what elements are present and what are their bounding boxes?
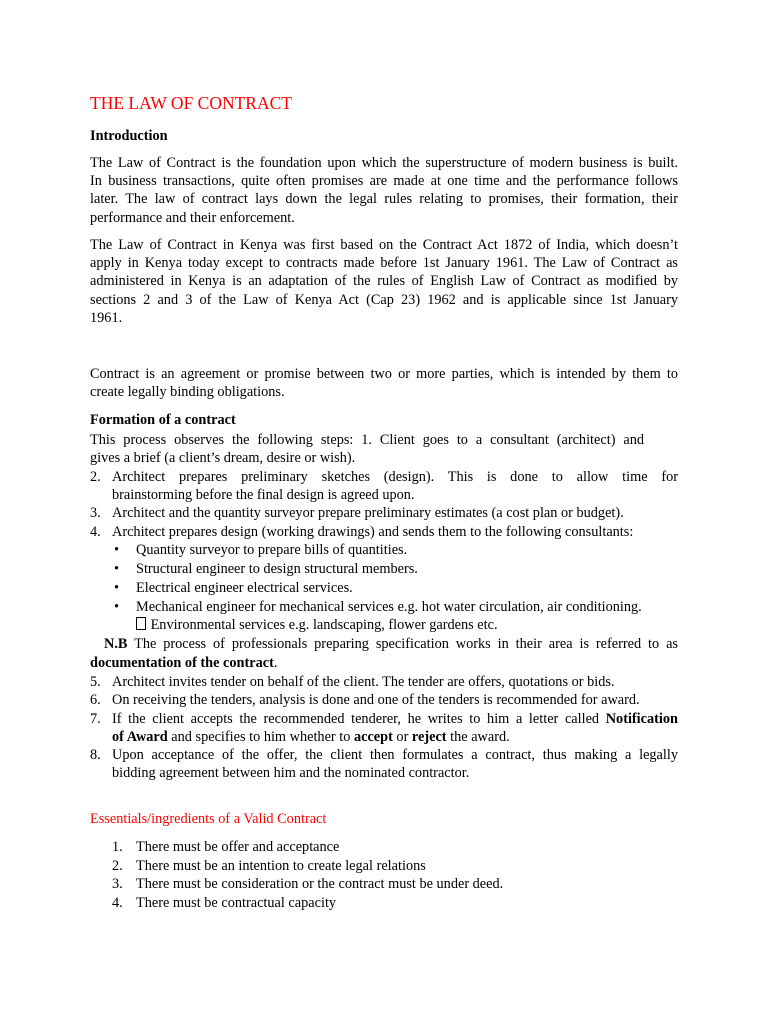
step-text: Upon acceptance of the offer, the client then formulates a contract, thus making a legally bbox=[112, 747, 678, 763]
step-number: 2. bbox=[90, 469, 101, 485]
text-line: Contract is an agreement or promise between two or more parties, which is intended by them to bbox=[90, 366, 678, 382]
step-text bbox=[112, 710, 678, 729]
nb-bold-term: documentation of the contract bbox=[90, 655, 274, 671]
item-number: 2. bbox=[112, 858, 123, 874]
list-item: There must be offer and acceptance bbox=[136, 839, 340, 855]
step-number: 3. bbox=[90, 505, 101, 521]
formation-step-6 bbox=[90, 691, 678, 710]
step-text: bidding agreement between him and the nominated contractor. bbox=[112, 765, 470, 781]
list-item: Structural engineer to design structural members. bbox=[136, 561, 418, 577]
text-segment: the award. bbox=[446, 729, 510, 745]
text-segment: or bbox=[392, 729, 412, 745]
formation-step-7 bbox=[90, 710, 678, 747]
bold-segment: Notification bbox=[605, 711, 678, 727]
text-line: Environmental services e.g. landscaping, flower gardens etc. bbox=[147, 617, 498, 633]
text-line bbox=[90, 654, 277, 673]
bold-segment: of Award bbox=[112, 729, 168, 745]
list-item: There must be contractual capacity bbox=[136, 895, 337, 911]
environmental-services-line bbox=[136, 616, 498, 635]
list-item: Mechanical engineer for mechanical services e.g. hot water circulation, air conditioning. bbox=[136, 599, 642, 615]
text-line: performance and their enforcement. bbox=[90, 210, 295, 226]
step-number: 8. bbox=[90, 747, 101, 763]
text-line: apply in Kenya today except to contracts made before 1st January 1961. The Law of Contract as bbox=[90, 255, 678, 271]
list-item: Quantity surveyor to prepare bills of quantities. bbox=[136, 542, 408, 558]
text-line: 1961. bbox=[90, 310, 123, 326]
item-number: 4. bbox=[112, 895, 123, 911]
item-number: 3. bbox=[112, 876, 123, 892]
step-text: brainstorming before the final design is agreed upon. bbox=[112, 487, 415, 503]
list-item: There must be an intention to create legal relations bbox=[136, 858, 426, 874]
text-line: This process observes the following steps: 1. Client goes to a consultant (architect) and bbox=[90, 432, 644, 448]
list-item: There must be consideration or the contract must be under deed. bbox=[136, 876, 504, 892]
bullet-icon: • bbox=[114, 542, 120, 558]
formation-step-4 bbox=[90, 523, 678, 542]
text-segment: If the client accepts the recommended tenderer, he writes to him a letter called bbox=[112, 711, 606, 727]
accept-term: accept bbox=[353, 729, 393, 745]
text-line: sections 2 and 3 of the Law of Kenya Act (Cap 23) 1962 and is applicable since 1st January bbox=[90, 292, 678, 308]
nb-text: The process of professionals preparing specification works in their area is referred to as bbox=[127, 636, 678, 652]
reject-term: reject bbox=[411, 729, 447, 745]
bullet-icon: • bbox=[114, 580, 120, 596]
document-title: THE LAW OF CONTRACT bbox=[90, 93, 292, 113]
step-text: Architect prepares preliminary sketches (design). This is done to allow time for bbox=[112, 469, 678, 485]
step-number: 7. bbox=[90, 711, 101, 727]
text-line: The Law of Contract is the foundation upon which the superstructure of modern business is built. bbox=[90, 155, 678, 171]
text-line: gives a brief (a client’s dream, desire or wish). bbox=[90, 450, 356, 466]
text-line: In business transactions, quite often promises are made at one time and the performance follows bbox=[90, 173, 678, 189]
formation-step-2 bbox=[90, 468, 678, 505]
text-line: later. The law of contract lays down the legal rules relating to promises, their formation, their bbox=[90, 191, 678, 207]
step-text: Architect invites tender on behalf of the client. The tender are offers, quotations or bids. bbox=[112, 674, 615, 690]
step-text bbox=[112, 728, 678, 747]
formation-step-8 bbox=[90, 746, 678, 783]
formation-step-3 bbox=[90, 504, 678, 523]
text-segment: and specifies to him whether to bbox=[167, 729, 354, 745]
formation-step-5 bbox=[90, 673, 678, 692]
step-text: On receiving the tenders, analysis is done and one of the tenders is recommended for award. bbox=[112, 692, 640, 708]
item-number: 1. bbox=[112, 839, 123, 855]
step-number: 6. bbox=[90, 692, 101, 708]
formation-heading: Formation of a contract bbox=[90, 412, 236, 428]
missing-glyph-icon bbox=[136, 617, 146, 630]
text-line: administered in Kenya is an adaptation of the rules of English Law of Contract as modified by bbox=[90, 273, 678, 289]
step-number: 5. bbox=[90, 674, 101, 690]
text-line: create legally binding obligations. bbox=[90, 384, 285, 400]
text-line: The Law of Contract in Kenya was first based on the Contract Act 1872 of India, which doesn’t bbox=[90, 237, 678, 253]
step-number: 4. bbox=[90, 524, 101, 540]
introduction-heading: Introduction bbox=[90, 128, 168, 144]
nb-end: . bbox=[273, 655, 278, 671]
bullet-icon: • bbox=[114, 599, 120, 615]
step-text: Architect and the quantity surveyor prepare preliminary estimates (a cost plan or budget). bbox=[112, 505, 624, 521]
list-item: Electrical engineer electrical services. bbox=[136, 580, 353, 596]
text-line bbox=[104, 635, 678, 654]
essentials-heading: Essentials/ingredients of a Valid Contract bbox=[90, 811, 327, 827]
step-text: Architect prepares design (working drawings) and sends them to the following consultants: bbox=[112, 524, 634, 540]
essentials-list bbox=[90, 838, 678, 914]
nb-label: N.B bbox=[104, 636, 128, 652]
bullet-icon: • bbox=[114, 561, 120, 577]
consultants-list bbox=[90, 541, 678, 621]
